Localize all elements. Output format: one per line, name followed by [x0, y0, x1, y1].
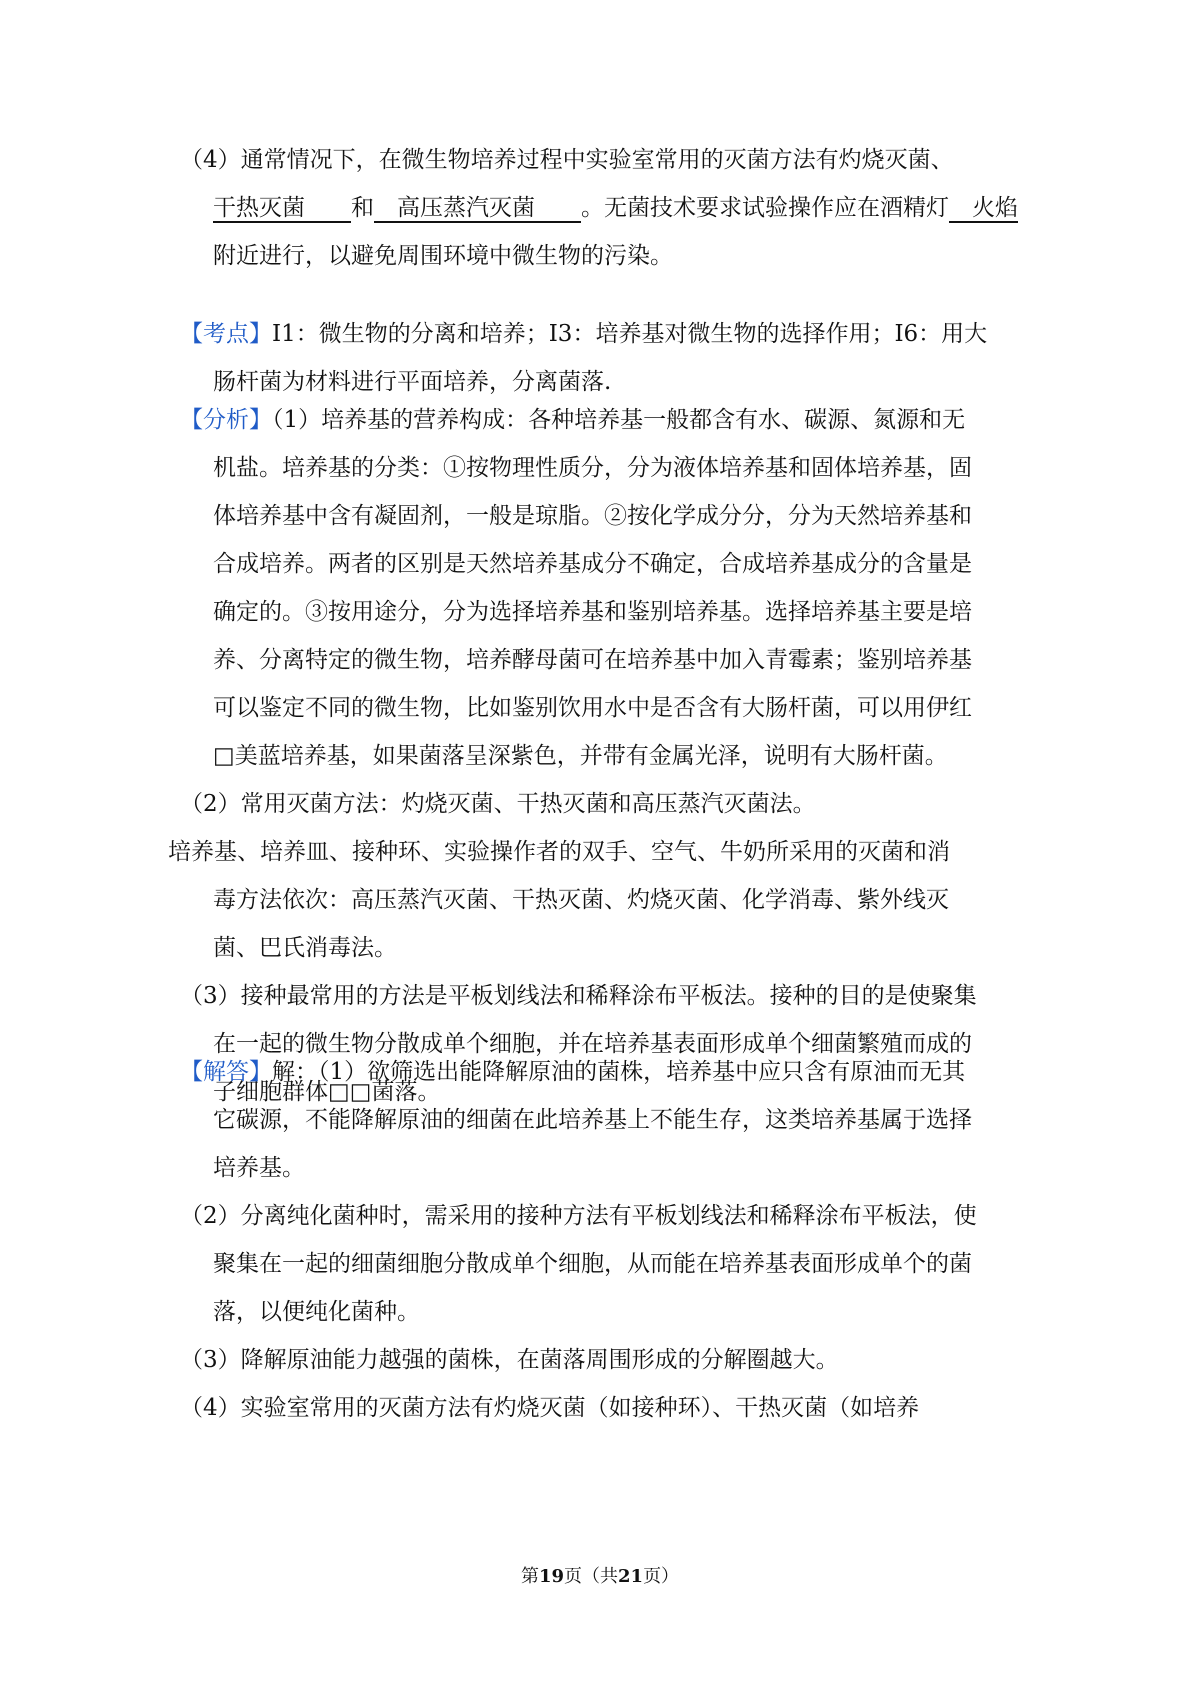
fenxi-line: 可以鉴定不同的微生物，比如鉴别饮用水中是否含有大肠杆菌，可以用伊红 — [213, 695, 972, 721]
jieda-line: 聚集在一起的细菌细胞分散成单个细胞，从而能在培养基表面形成单个的菌 — [213, 1251, 972, 1277]
q4-line-3: 附近进行，以避免周围环境中微生物的污染。 — [213, 243, 673, 269]
q4-line-2-text: 。无菌技术要求试验操作应在酒精灯 — [581, 195, 949, 221]
question-4 — [180, 136, 1020, 280]
page-number: 19 — [538, 1566, 564, 1587]
fenxi-line: □美蓝培养基，如果菌落呈深紫色，并带有金属光泽，说明有大肠杆菌。 — [213, 743, 948, 769]
jieda-section — [180, 1048, 1020, 1432]
fenxi-line: （3）接种最常用的方法是平板划线法和稀释涂布平板法。接种的目的是使聚集 — [180, 983, 977, 1009]
jieda-line: （2）分离纯化菌种时，需采用的接种方法有平板划线法和稀释涂布平板法，使 — [180, 1203, 977, 1229]
fenxi-line: 机盐。培养基的分类：①按物理性质分，分为液体培养基和固体培养基，固 — [213, 455, 972, 481]
fenxi-line: 体培养基中含有凝固剂，一般是琼脂。②按化学成分分，分为天然培养基和 — [213, 503, 972, 529]
fenxi-line: （2）常用灭菌方法：灼烧灭菌、干热灭菌和高压蒸汽灭菌法。 — [180, 791, 816, 817]
fenxi-section — [168, 396, 1020, 1116]
answer-blank-3: 火焰 — [972, 195, 1018, 221]
fenxi-line: 毒方法依次：高压蒸汽灭菌、干热灭菌、灼烧灭菌、化学消毒、紫外线灭 — [213, 887, 949, 913]
jieda-line: （3）降解原油能力越强的菌株，在菌落周围形成的分解圈越大。 — [180, 1347, 839, 1373]
fenxi-line: 子细胞群体□□菌落。 — [213, 1079, 441, 1105]
kaodian-section — [180, 310, 1020, 406]
fenxi-line: 养、分离特定的微生物，培养酵母菌可在培养基中加入青霉素；鉴别培养基 — [213, 647, 972, 673]
page-footer: 第19页（共21页） — [520, 1566, 680, 1587]
connector-text: 和 — [351, 195, 374, 221]
jieda-line: 它碳源，不能降解原油的细菌在此培养基上不能生存，这类培养基属于选择 — [213, 1107, 972, 1133]
answer-blank-2: 高压蒸汽灭菌 — [397, 195, 535, 221]
kaodian-line-2: 肠杆菌为材料进行平面培养，分离菌落. — [213, 369, 612, 395]
fenxi-line: 【分析】（1）培养基的营养构成：各种培养基一般都含有水、碳源、氮源和无 — [180, 407, 966, 433]
fenxi-line: 确定的。③按用途分，分为选择培养基和鉴别培养基。选择培养基主要是培 — [213, 599, 972, 625]
kaodian-tag: 【考点】 — [180, 321, 272, 347]
fenxi-line: 在一起的微生物分散成单个细胞，并在培养基表面形成单个细菌繁殖而成的 — [213, 1031, 972, 1057]
jieda-line: 落，以便纯化菌种。 — [213, 1299, 420, 1325]
jieda-line: （4）实验室常用的灭菌方法有灼烧灭菌（如接种环）、干热灭菌（如培养 — [180, 1395, 920, 1421]
total-pages: 21 — [618, 1566, 644, 1587]
q4-line-1: （4）通常情况下，在微生物培养过程中实验室常用的灭菌方法有灼烧灭菌、 — [180, 147, 954, 173]
fenxi-line: 培养基、培养皿、接种环、实验操作者的双手、空气、牛奶所采用的灭菌和消 — [168, 839, 950, 865]
fenxi-line: 菌、巴氏消毒法。 — [213, 935, 397, 961]
jieda-tag: 【解答】 — [180, 1059, 272, 1085]
kaodian-line-1: 【考点】I1：微生物的分离和培养；I3：培养基对微生物的选择作用；I6：用大 — [180, 321, 988, 347]
jieda-line: 【解答】解：（1）欲筛选出能降解原油的菌株，培养基中应只含有原油而无其 — [180, 1059, 966, 1085]
answer-blank-1: 干热灭菌 — [213, 195, 305, 221]
fenxi-tag: 【分析】 — [180, 407, 272, 433]
q4-line-2 — [180, 184, 1020, 232]
fenxi-line: 合成培养。两者的区别是天然培养基成分不确定，合成培养基成分的含量是 — [213, 551, 972, 577]
jieda-line: 培养基。 — [213, 1155, 305, 1181]
